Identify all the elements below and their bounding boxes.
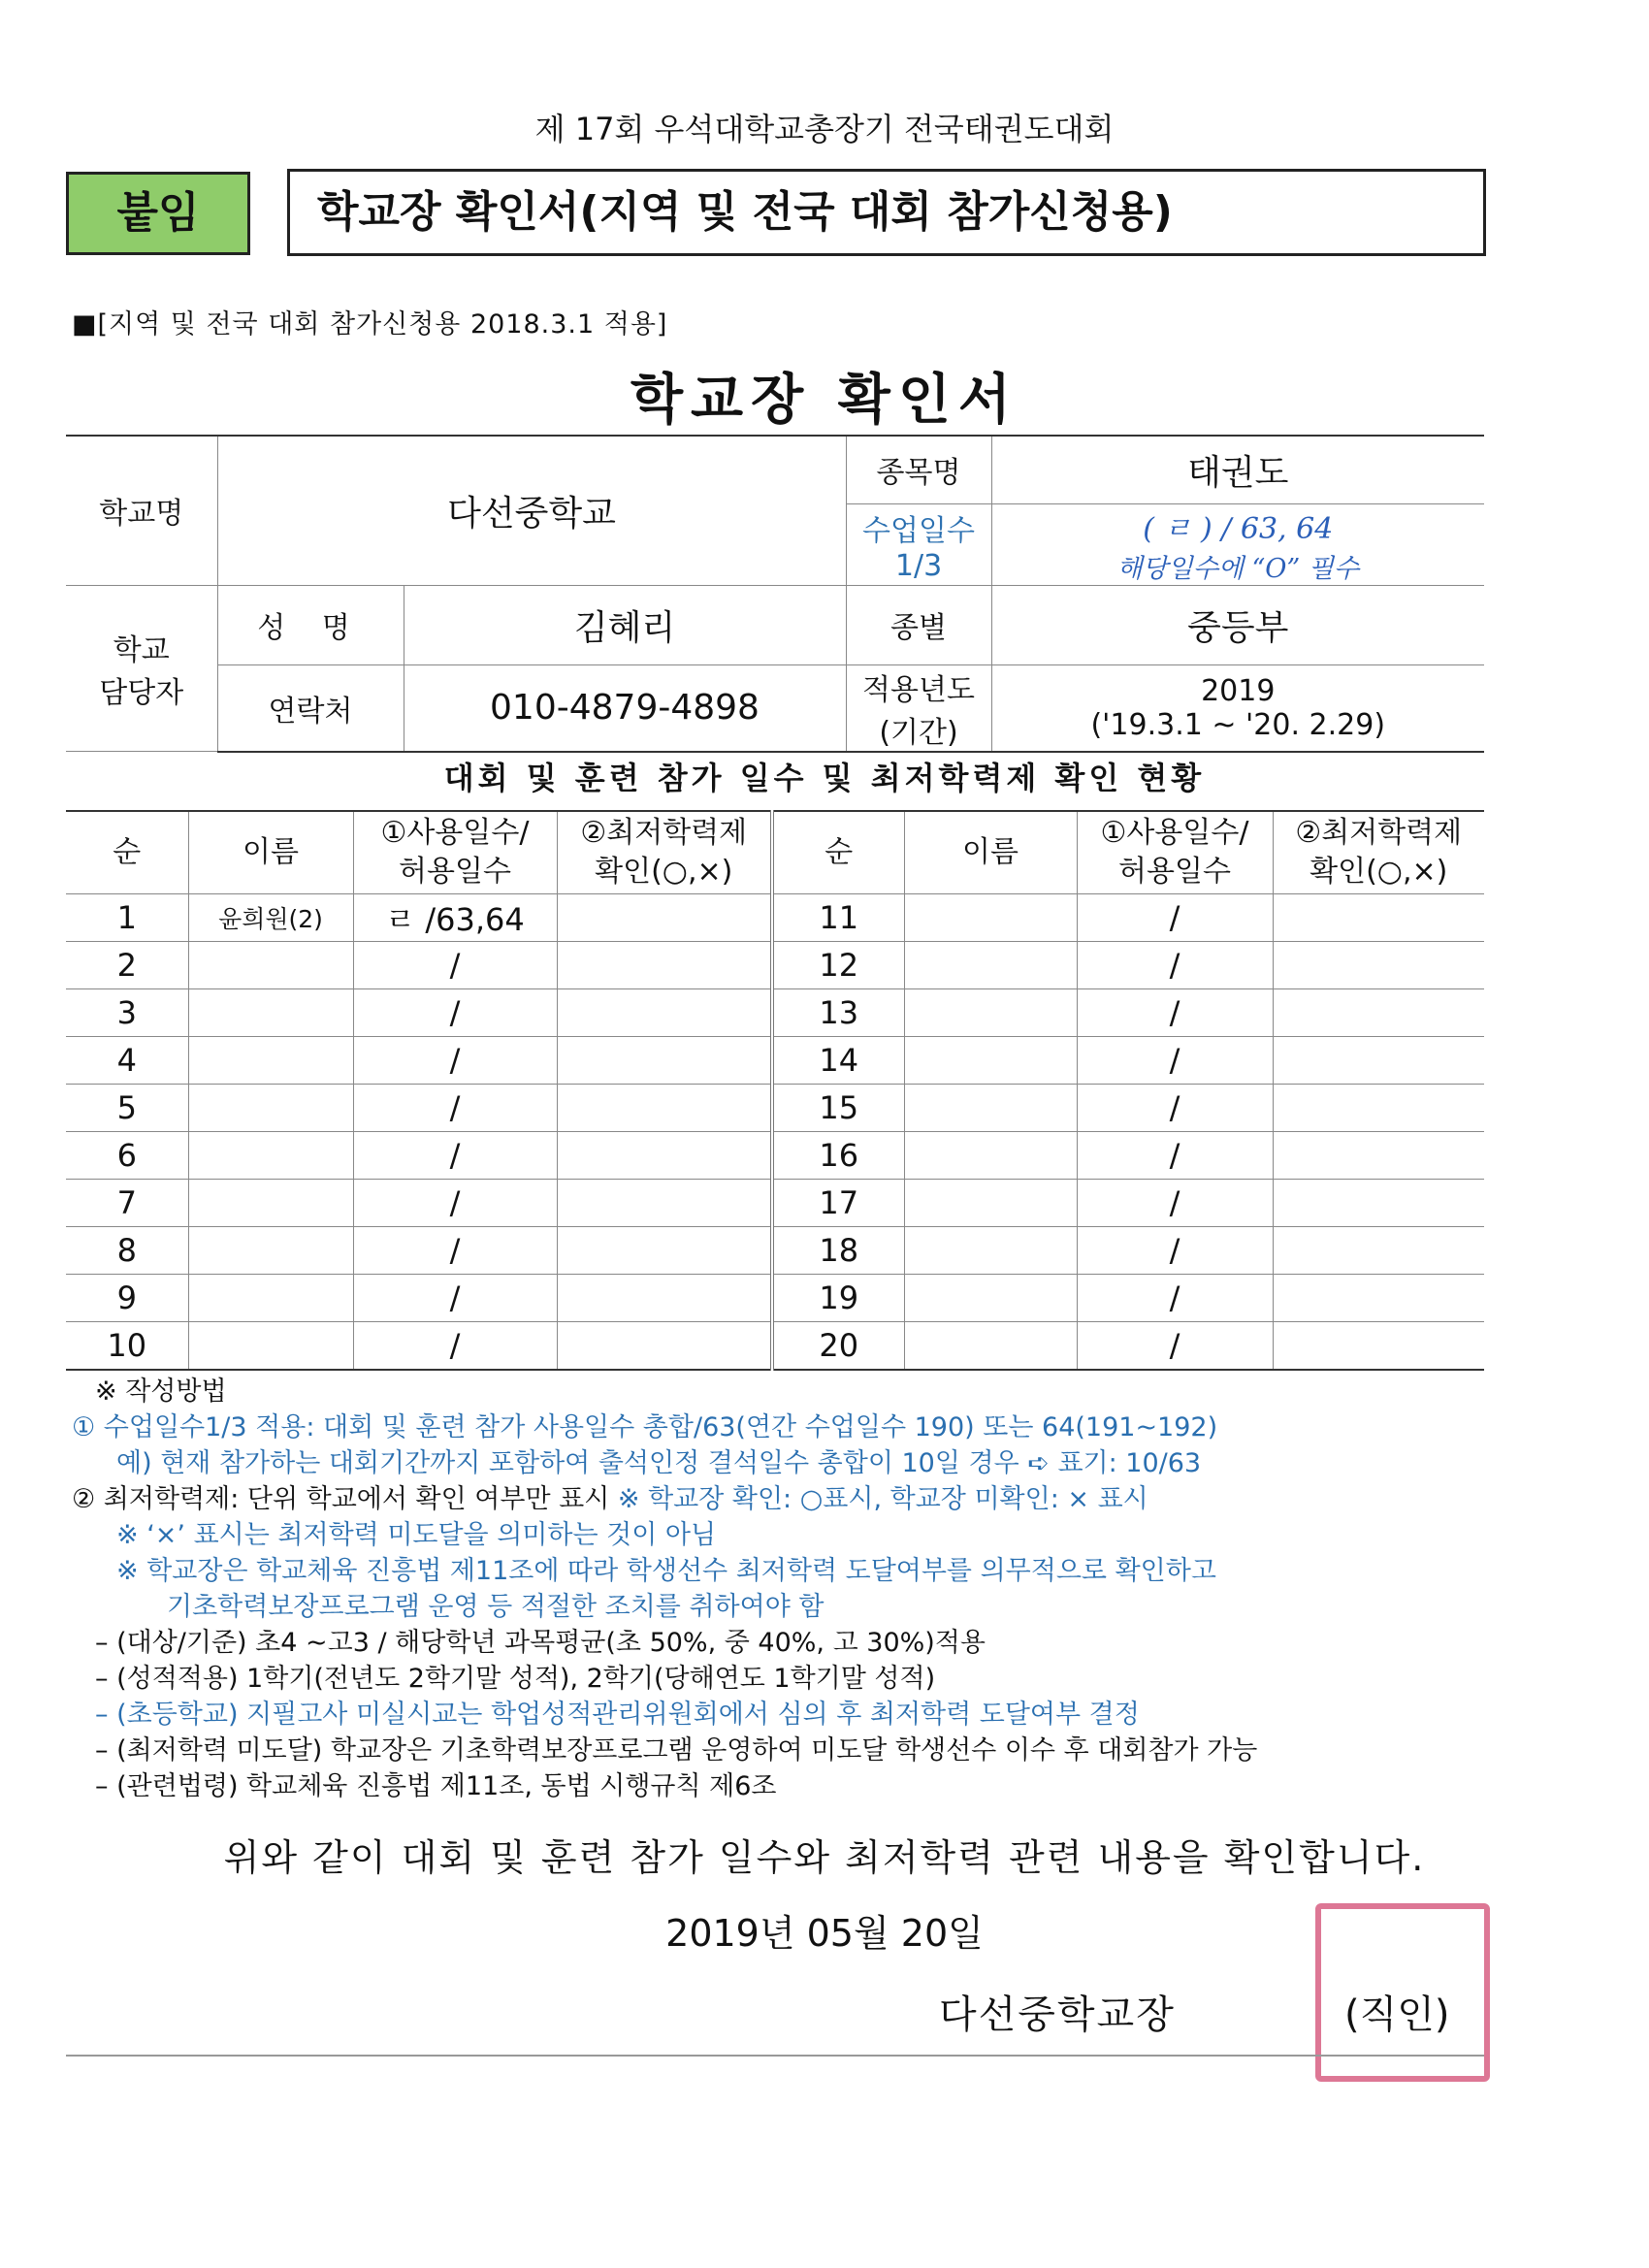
- row-check: [557, 1085, 772, 1132]
- row-no-2: 17: [772, 1180, 904, 1227]
- classdays-value: ( ㄹ ) / 63, 64: [1143, 511, 1334, 546]
- event-title: 제 17회 우석대학교총장기 전국태권도대회: [534, 111, 1115, 147]
- category-value: 중등부: [991, 585, 1484, 664]
- table-row: [66, 1275, 1484, 1322]
- row-days: /: [353, 1037, 557, 1085]
- period-value: ('19.3.1 ~ '20. 2.29): [1090, 707, 1386, 742]
- roster-table: [66, 810, 1484, 1371]
- row-name: [188, 1132, 353, 1180]
- row-days-2: /: [1077, 894, 1273, 942]
- row-name-2: [904, 942, 1077, 989]
- row-no: 1: [66, 894, 188, 942]
- row-days: /: [353, 1132, 557, 1180]
- row-check: [557, 1180, 772, 1227]
- school-label: 학교명: [66, 436, 217, 585]
- row-days-2: /: [1077, 1037, 1273, 1085]
- row-check-2: [1273, 894, 1484, 942]
- row-check-2: [1273, 1132, 1484, 1180]
- staff-label-line2: 담당자: [99, 675, 184, 710]
- row-no: 9: [66, 1275, 188, 1322]
- row-check: [557, 989, 772, 1037]
- row-check-2: [1273, 1275, 1484, 1322]
- row-check: [557, 1037, 772, 1085]
- instructions: [72, 1374, 1507, 1804]
- note-line-6: 기초학력보장프로그램 운영 등 적절한 조치를 취하여야 함: [167, 1592, 824, 1622]
- row-days-2: /: [1077, 1322, 1273, 1371]
- row-days: /: [353, 1180, 557, 1227]
- table-row: [66, 1180, 1484, 1227]
- staff-label-line1: 학교: [113, 632, 170, 667]
- table-row: [66, 1085, 1484, 1132]
- row-days-2: /: [1077, 989, 1273, 1037]
- row-days: /: [353, 1275, 557, 1322]
- signer-name: 다선중학교장: [939, 1993, 1176, 2037]
- row-days-2: /: [1077, 942, 1273, 989]
- row-name: [188, 1085, 353, 1132]
- note-line-5: ※ 학교장은 학교체육 진흥법 제11조에 따라 학생선수 최저학력 도달여부를 의무적으로 확인하고: [116, 1556, 1216, 1586]
- row-days-2: /: [1077, 1275, 1273, 1322]
- row-days: ㄹ /63,64: [353, 894, 557, 942]
- header-check-line1: ②최저학력제: [580, 816, 748, 850]
- row-days: /: [353, 942, 557, 989]
- row-name-2: [904, 1322, 1077, 1371]
- event-value: 태권도: [991, 436, 1484, 503]
- note-line-3: [72, 1481, 1507, 1517]
- info-table: [66, 435, 1484, 753]
- header-days-2: [1077, 811, 1273, 894]
- issue-date: 2019년 05월 20일: [665, 1912, 984, 1955]
- year-label-line1: 적용년도: [862, 672, 975, 707]
- event-label: 종목명: [846, 436, 991, 503]
- table-row: [66, 1322, 1484, 1371]
- attachment-label: 붙임: [66, 172, 250, 255]
- classdays-note: 해당일수에 “O” 필수: [1116, 553, 1359, 584]
- row-check-2: [1273, 942, 1484, 989]
- row-check: [557, 1322, 772, 1371]
- confirm-text: 위와 같이 대회 및 훈련 참가 일수와 최저학력 관련 내용을 확인합니다.: [223, 1836, 1426, 1879]
- row-no-2: 11: [772, 894, 904, 942]
- row-no-2: 19: [772, 1275, 904, 1322]
- note-line-2: 예) 현재 참가하는 대회기간까지 포함하여 출석인정 결석일수 총합이 10일 경우 ➪ 표기: 10/63: [116, 1448, 1202, 1478]
- row-no: 10: [66, 1322, 188, 1371]
- row-check: [557, 1227, 772, 1275]
- row-days-2: /: [1077, 1085, 1273, 1132]
- row-name-2: [904, 1227, 1077, 1275]
- row-name-2: [904, 894, 1077, 942]
- year-value: 2019: [1201, 673, 1276, 708]
- note-line-10: – (최저학력 미도달) 학교장은 기초학력보장프로그램 운영하여 미도달 학생선수 이수 후 대회참가 가능: [95, 1735, 1258, 1766]
- header-days: [353, 811, 557, 894]
- contact-value: 010-4879-4898: [404, 664, 846, 752]
- row-no-2: 15: [772, 1085, 904, 1132]
- note-line-3b: ※ 학교장 확인: ○표시, 학교장 미확인: × 표시: [617, 1484, 1148, 1514]
- row-check: [557, 1275, 772, 1322]
- row-name-2: [904, 1180, 1077, 1227]
- header-no-2: 순: [772, 811, 904, 894]
- header-days-2-line1: ①사용일수/: [1100, 816, 1249, 850]
- row-name: [188, 1180, 353, 1227]
- row-no-2: 12: [772, 942, 904, 989]
- row-check-2: [1273, 1085, 1484, 1132]
- subheading: ■[지역 및 전국 대회 참가신청용 2018.3.1 적용]: [72, 309, 668, 340]
- notes-heading: ※ 작성방법: [95, 1377, 227, 1407]
- note-line-3a: ② 최저학력제: 단위 학교에서 확인 여부만 표시: [72, 1484, 618, 1514]
- header-days-line1: ①사용일수/: [380, 816, 530, 850]
- row-no: 7: [66, 1180, 188, 1227]
- classdays-label-line2: 1/3: [894, 548, 943, 583]
- header-check-2-line1: ②최저학력제: [1295, 816, 1463, 850]
- row-days: /: [353, 1085, 557, 1132]
- row-check-2: [1273, 1227, 1484, 1275]
- header-days-line2: 허용일수: [399, 855, 511, 889]
- row-check: [557, 894, 772, 942]
- row-name: [188, 1322, 353, 1371]
- header-days-2-line2: 허용일수: [1118, 855, 1231, 889]
- document-title: 학교장 확인서(지역 및 전국 대회 참가신청용): [287, 169, 1486, 256]
- row-name: [188, 1227, 353, 1275]
- row-no: 3: [66, 989, 188, 1037]
- note-line-9: – (초등학교) 지필고사 미실시교는 학업성적관리위원회에서 심의 후 최저학력 도달여부 결정: [95, 1700, 1140, 1730]
- table-row: [66, 1227, 1484, 1275]
- row-no: 4: [66, 1037, 188, 1085]
- row-days-2: /: [1077, 1132, 1273, 1180]
- row-days: /: [353, 1322, 557, 1371]
- bottom-divider: [66, 2055, 1484, 2057]
- header-no: 순: [66, 811, 188, 894]
- row-name-2: [904, 1132, 1077, 1180]
- note-line-8: – (성적적용) 1학기(전년도 2학기말 성적), 2학기(당해연도 1학기말 성적): [95, 1664, 936, 1694]
- row-name: [188, 989, 353, 1037]
- staff-label: [66, 585, 217, 752]
- roster-header-row: [66, 811, 1484, 894]
- contact-label: 연락처: [217, 664, 404, 752]
- row-days-2: /: [1077, 1180, 1273, 1227]
- table-row: [66, 942, 1484, 989]
- row-no: 5: [66, 1085, 188, 1132]
- table-row: [66, 1132, 1484, 1180]
- year-label-line2: (기간): [879, 715, 958, 750]
- row-name: [188, 942, 353, 989]
- header-check-2-line2: 확인(○,×): [1310, 855, 1448, 889]
- seal-mark: (직인): [1344, 1993, 1450, 2037]
- row-check-2: [1273, 1037, 1484, 1085]
- name-label: 성 명: [217, 585, 404, 664]
- table-row: [66, 989, 1484, 1037]
- header-name-2: 이름: [904, 811, 1077, 894]
- row-days: /: [353, 1227, 557, 1275]
- row-days: /: [353, 989, 557, 1037]
- row-check-2: [1273, 989, 1484, 1037]
- row-name-2: [904, 1275, 1077, 1322]
- row-no-2: 13: [772, 989, 904, 1037]
- note-line-11: – (관련법령) 학교체육 진흥법 제11조, 동법 시행규칙 제6조: [95, 1771, 777, 1801]
- row-name-2: [904, 989, 1077, 1037]
- note-line-4: ※ ‘×’ 표시는 최저학력 미도달을 의미하는 것이 아님: [116, 1520, 717, 1550]
- row-no: 2: [66, 942, 188, 989]
- note-line-7: – (대상/기준) 초4 ~고3 / 해당학년 과목평균(초 50%, 중 40%, 고 30%)적용: [95, 1628, 986, 1658]
- row-name-2: [904, 1085, 1077, 1132]
- header-name: 이름: [188, 811, 353, 894]
- table-row: [66, 894, 1484, 942]
- year-label: [846, 664, 991, 752]
- category-label: 종별: [846, 585, 991, 664]
- row-name: 윤희원(2): [188, 894, 353, 942]
- note-line-1: ① 수업일수1/3 적용: 대회 및 훈련 참가 사용일수 총합/63(연간 수업일수 190) 또는 64(191~192): [72, 1412, 1218, 1442]
- row-check-2: [1273, 1322, 1484, 1371]
- classdays-value-cell: [991, 503, 1484, 585]
- table-row: [66, 1037, 1484, 1085]
- main-title: 학교장 확인서: [630, 369, 1019, 432]
- classdays-label: [846, 503, 991, 585]
- header-check-line2: 확인(○,×): [595, 855, 733, 889]
- row-no-2: 14: [772, 1037, 904, 1085]
- row-name: [188, 1037, 353, 1085]
- row-days-2: /: [1077, 1227, 1273, 1275]
- header-check: [557, 811, 772, 894]
- section-title: 대회 및 훈련 참가 일수 및 최저학력제 확인 현황: [443, 760, 1206, 796]
- row-no-2: 16: [772, 1132, 904, 1180]
- row-no-2: 20: [772, 1322, 904, 1371]
- row-check-2: [1273, 1180, 1484, 1227]
- header-check-2: [1273, 811, 1484, 894]
- row-name-2: [904, 1037, 1077, 1085]
- name-value: 김혜리: [404, 585, 846, 664]
- row-name: [188, 1275, 353, 1322]
- row-no: 6: [66, 1132, 188, 1180]
- row-no-2: 18: [772, 1227, 904, 1275]
- classdays-label-line1: 수업일수: [862, 513, 975, 548]
- year-cell: [991, 664, 1484, 752]
- row-no: 8: [66, 1227, 188, 1275]
- school-name: 다선중학교: [217, 436, 846, 585]
- row-check: [557, 942, 772, 989]
- row-check: [557, 1132, 772, 1180]
